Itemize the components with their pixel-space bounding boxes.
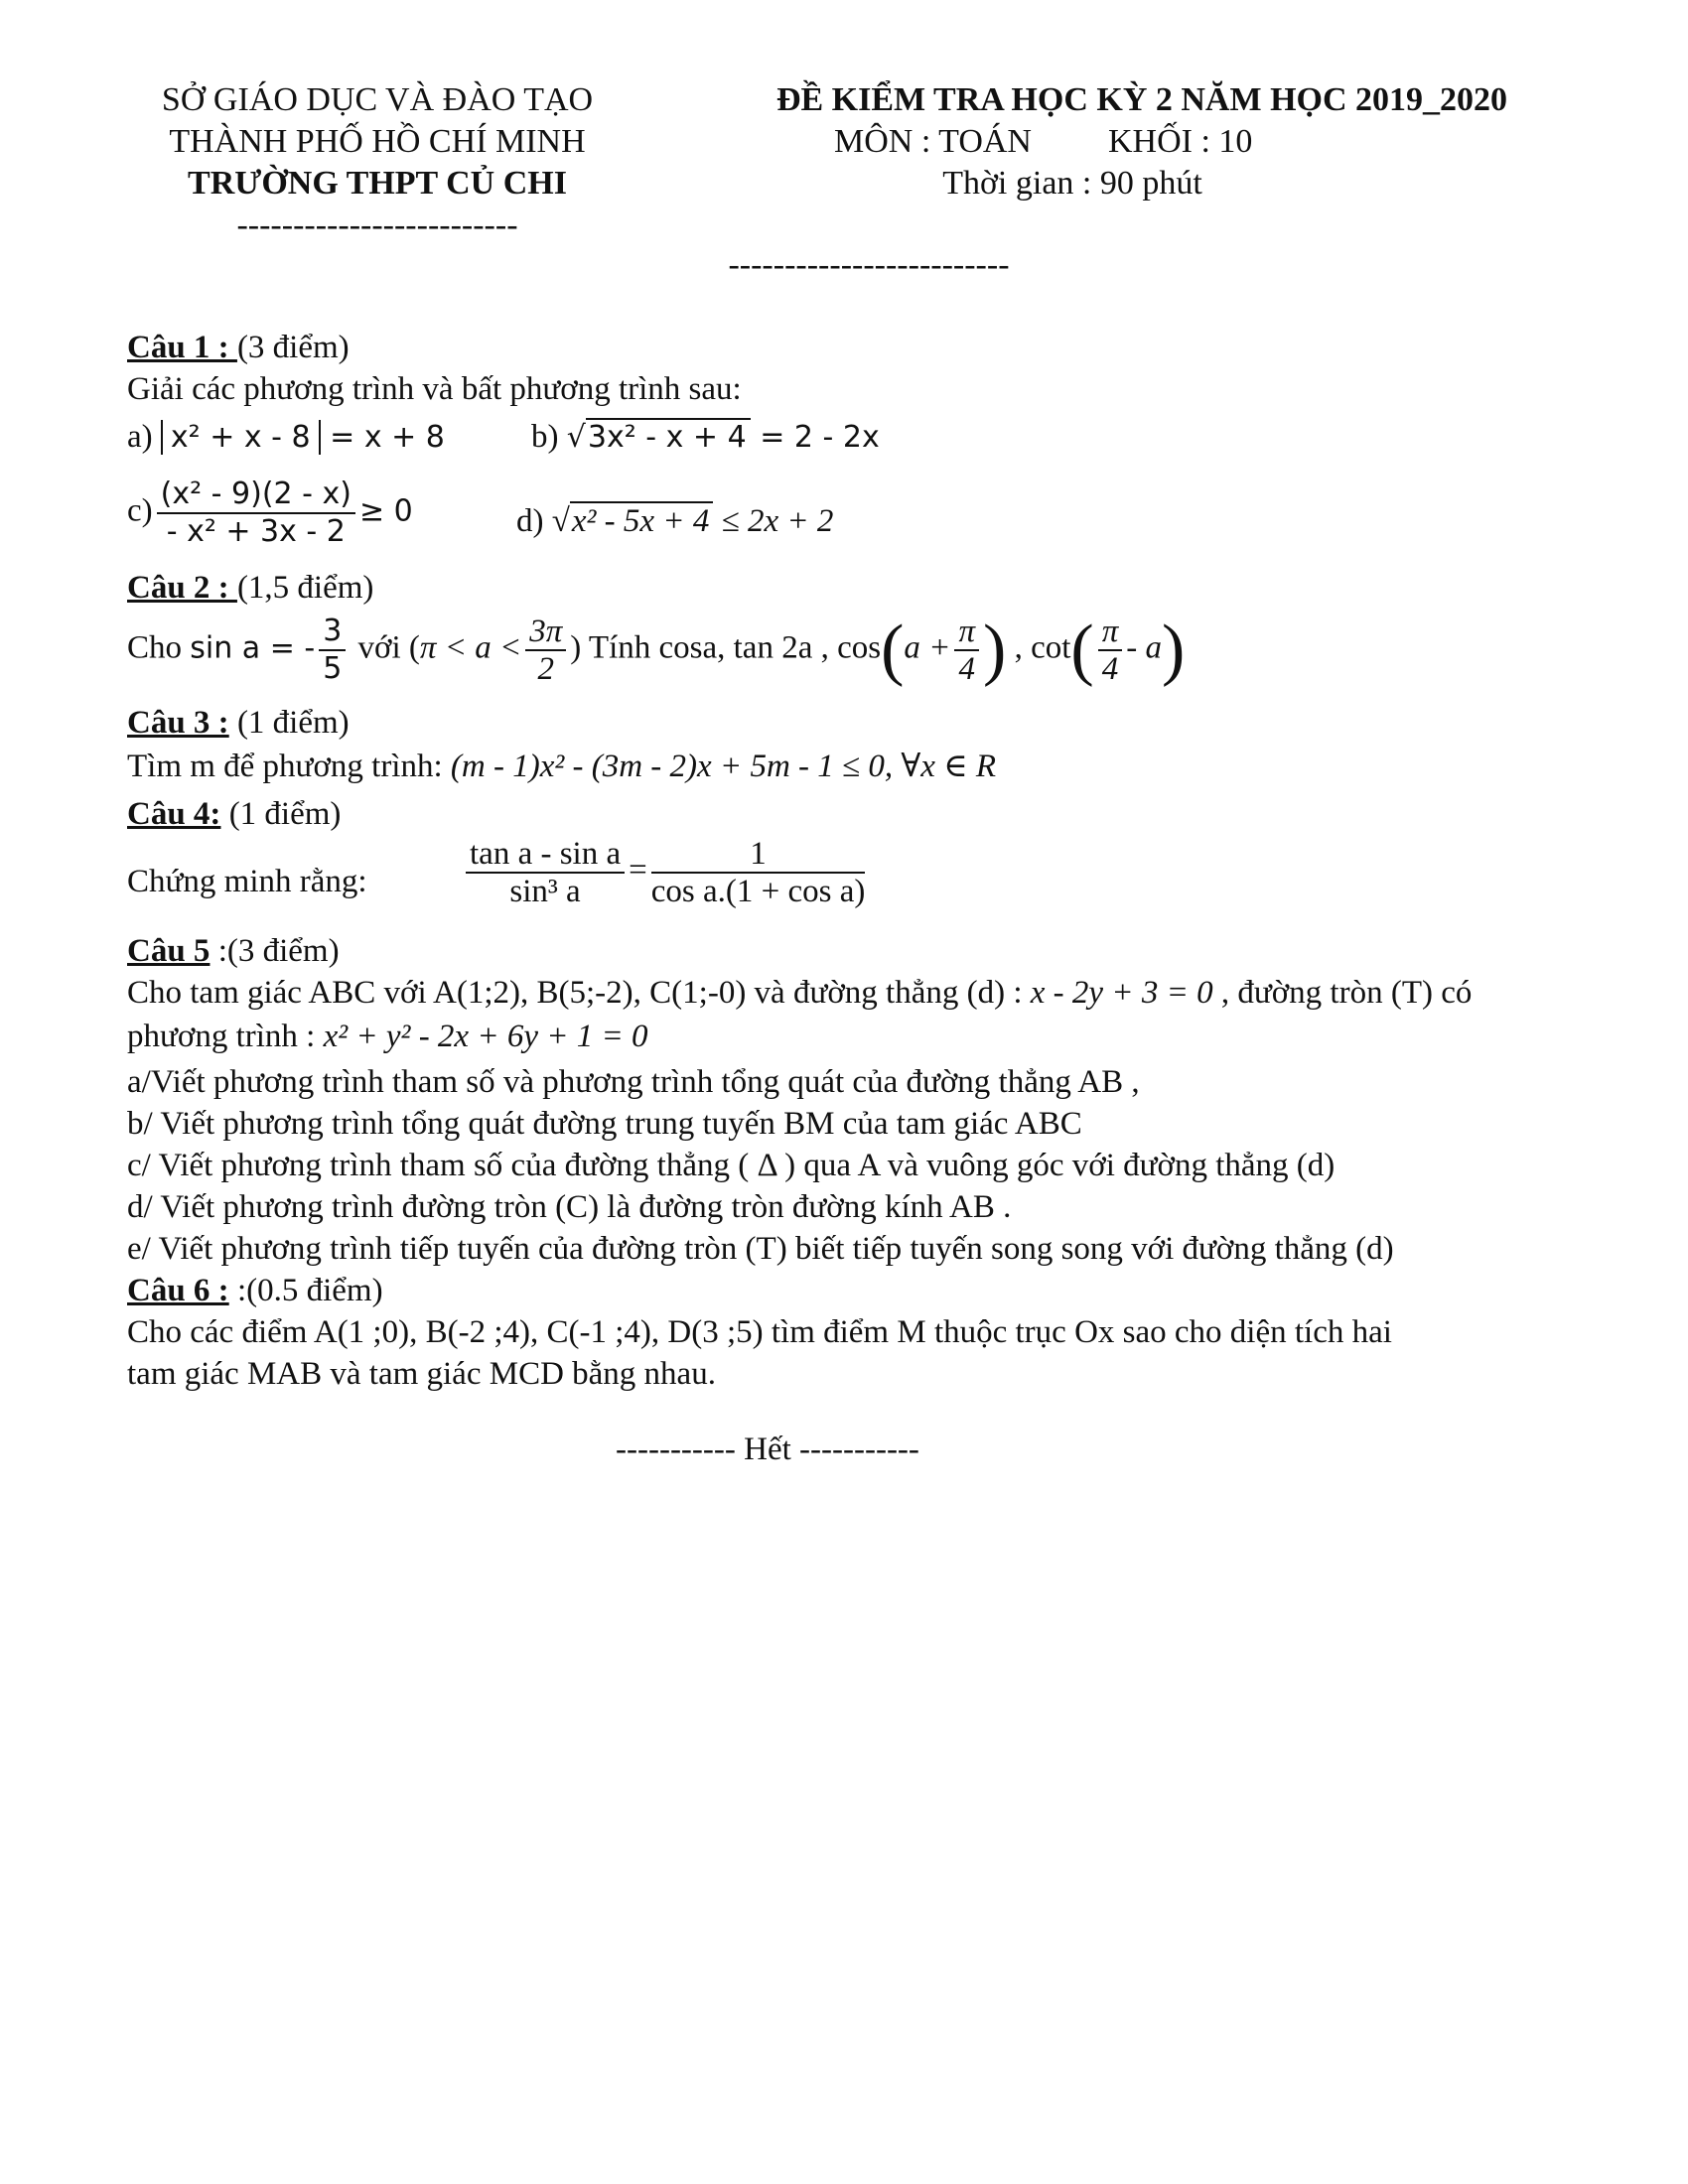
q3-expression: (m - 1)x² - (3m - 2)x + 5m - 1 ≤ 0, ∀x ∈ R xyxy=(450,749,997,784)
q1-a-label: a) xyxy=(127,419,153,455)
q2-cho: Cho xyxy=(127,629,191,666)
q5-line-d-equation: x - 2y + 3 = 0 xyxy=(1030,975,1213,1011)
q2-sina: sin a = - xyxy=(190,630,316,666)
q1-b-radicand: 3x² - x + 4 xyxy=(586,418,751,455)
q2-label: Câu 2 : xyxy=(127,570,237,606)
q2-f2-num: 3π xyxy=(525,614,566,651)
time-line: Thời gian : 90 phút xyxy=(942,165,1202,202)
subject: MÔN : TOÁN xyxy=(834,123,1032,160)
right-divider: ------------------------- xyxy=(728,246,1010,283)
q6-line2: tam giác MAB và tam giác MCD bằng nhau. xyxy=(127,1356,716,1392)
grade: KHỐI : 10 xyxy=(1108,123,1253,160)
q1-label: Câu 1 : xyxy=(127,330,237,365)
q4-identity xyxy=(462,836,869,909)
q2-cot: , cot xyxy=(1006,629,1071,666)
q1-b-rhs: = 2 - 2x xyxy=(750,420,880,455)
subject-line xyxy=(834,121,1311,163)
q2-pi-num-a: π xyxy=(954,614,979,651)
q5-part-d: d/ Viết phương trình đường tròn (C) là đường tròn đường kính AB . xyxy=(127,1189,1012,1225)
q4-equals: = xyxy=(629,852,647,888)
q1-d-radicand: x² - 5x + 4 xyxy=(570,501,713,539)
q2-fraction-pi-4-b xyxy=(1098,614,1123,687)
q2-cos: cos xyxy=(837,629,882,666)
q1-c-numerator: (x² - 9)(2 - x) xyxy=(157,477,355,514)
q4-lhs-fraction xyxy=(466,836,625,909)
q6-line1: Cho các điểm A(1 ;0), B(-2 ;4), C(-1 ;4), D(3 ;5) tìm điểm M thuộc trục Ox sao cho diện tích hai xyxy=(127,1314,1392,1350)
q5-line1-text: Cho tam giác ABC với A(1;2), B(5;-2), C(1;-0) và đường thẳng (d) : xyxy=(127,975,1031,1011)
q2-cos-a: a + xyxy=(904,629,951,666)
q5-part-b: b/ Viết phương trình tổng quát đường trung tuyến BM của tam giác ABC xyxy=(127,1106,1082,1142)
q2-statement: Cho sin a = - $\frac{3}{5}$ với (π < a < $\frac{3\pi}{2}$ ) Tính cosa, tan 2a , cos(a + $\frac{\pi}{4}$ ) , cot( $\frac{\pi}{4}$ - a) xyxy=(127,612,1186,688)
q6-label: Câu 6 : xyxy=(127,1273,229,1308)
q2-f2-den: 2 xyxy=(537,651,554,687)
q2-voi: với ( xyxy=(350,629,420,666)
school-name: TRƯỜNG THPT CỦ CHI xyxy=(188,165,567,202)
q5-line2 xyxy=(127,1017,648,1056)
department-name: SỞ GIÁO DỤC VÀ ĐÀO TẠO xyxy=(161,81,594,118)
q2-task: ) Tính cosa, xyxy=(570,629,734,666)
q1-b-label: b) xyxy=(531,419,559,455)
q1-instruction: Giải các phương trình và bất phương trình sau: xyxy=(127,371,742,407)
q5-heading xyxy=(127,931,340,971)
q5-line1 xyxy=(127,973,1472,1013)
q5-part-e: e/ Viết phương trình tiếp tuyến của đường tròn (T) biết tiếp tuyến song song với đường thẳng (d) xyxy=(127,1231,1394,1267)
q1-b: b) √3x² - x + 4 = 2 - 2x xyxy=(531,419,880,455)
end-marker: ----------- Hết ----------- xyxy=(616,1432,919,1467)
q4-rhs-num: 1 xyxy=(651,836,866,874)
q4-rhs-den: cos a.(1 + cos a) xyxy=(650,874,866,909)
q5-part-c: c/ Viết phương trình tham số của đường thẳng ( Δ ) qua A và vuông góc với đường thẳng (d) xyxy=(127,1148,1336,1183)
q5-line1-tail: , đường tròn (T) có xyxy=(1212,975,1473,1011)
q1-c-denominator: - x² + 3x - 2 xyxy=(166,514,346,549)
q2-pi-num-b: π xyxy=(1098,614,1123,651)
q5-part-a: a/Viết phương trình tham số và phương trình tổng quát của đường thẳng AB , xyxy=(127,1064,1140,1100)
q4-heading xyxy=(127,794,341,834)
q3-label: Câu 3 : xyxy=(127,705,229,741)
q1-d-label: d) xyxy=(516,503,544,539)
q1-a xyxy=(127,417,445,458)
q2-fraction-3-5 xyxy=(319,614,346,687)
city-name: THÀNH PHỐ HỒ CHÍ MINH xyxy=(169,123,586,160)
q2-fraction-3pi-2 xyxy=(525,614,566,687)
q2-range: π < a < xyxy=(419,629,522,666)
q3-heading xyxy=(127,703,350,743)
q2-fraction-pi-4-a xyxy=(954,614,979,687)
q3-text: Tìm m để phương trình: xyxy=(127,749,451,784)
q2-tan2a: tan 2a , xyxy=(733,629,838,666)
q1-a-rhs: = x + 8 xyxy=(320,420,445,455)
q2-cot-minus-a: - a xyxy=(1126,629,1162,666)
left-divider: ------------------------- xyxy=(236,206,518,243)
q1-a-absolute: x² + x - 8 xyxy=(161,420,321,455)
q5-line2-text: phương trình : xyxy=(127,1019,324,1054)
q5-circle-equation: x² + y² - 2x + 6y + 1 = 0 xyxy=(323,1019,648,1054)
q2-f1-num: 3 xyxy=(319,614,346,651)
q1-points: (3 điểm) xyxy=(236,330,350,365)
q1-heading xyxy=(127,328,350,367)
q1-d-rhs: ≤ 2x + 2 xyxy=(713,503,834,539)
q4-text: Chứng minh rằng: xyxy=(127,864,367,899)
q2-four-a: 4 xyxy=(958,651,975,687)
q4-lhs-num: tan a - sin a xyxy=(466,836,625,874)
q1-c-label: c) xyxy=(127,492,153,529)
q1-c xyxy=(127,477,413,550)
q3-statement xyxy=(127,747,996,786)
q2-f1-den: 5 xyxy=(323,651,343,686)
q4-label: Câu 4: xyxy=(127,796,221,832)
q1-d: d) √x² - 5x + 4 ≤ 2x + 2 xyxy=(516,503,834,539)
q4-points: (1 điểm) xyxy=(220,796,342,832)
q1-c-rhs: ≥ 0 xyxy=(358,493,413,529)
q4-lhs-den: sin³ a xyxy=(509,874,581,909)
exam-title: ĐỀ KIỂM TRA HỌC KỲ 2 NĂM HỌC 2019_2020 xyxy=(775,81,1508,118)
q2-points: (1,5 điểm) xyxy=(236,570,374,606)
q2-heading xyxy=(127,568,373,608)
q3-points: (1 điểm) xyxy=(228,705,350,741)
q5-points: :(3 điểm) xyxy=(210,933,340,969)
q1-c-fraction xyxy=(157,477,355,550)
q6-heading xyxy=(127,1271,383,1310)
q6-points: :(0.5 điểm) xyxy=(228,1273,383,1308)
q2-four-b: 4 xyxy=(1101,651,1119,687)
q5-label: Câu 5 xyxy=(127,933,211,969)
q4-rhs-fraction xyxy=(651,836,866,909)
